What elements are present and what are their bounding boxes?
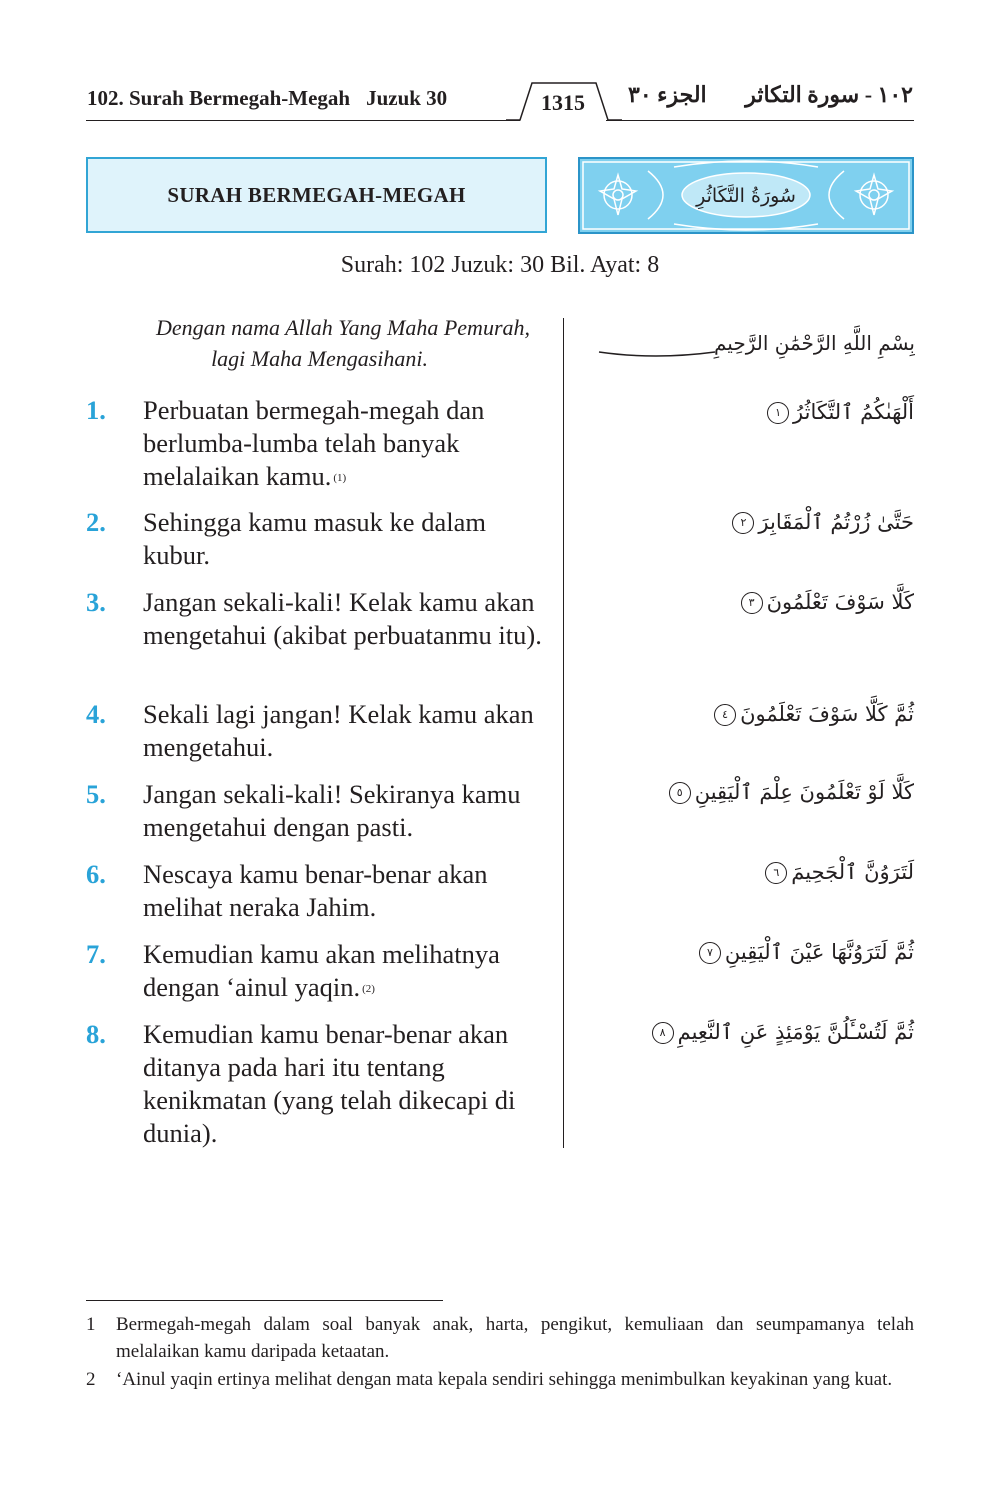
verse-translation: Kemudian kamu akan melihatnya dengan ‘ainul yaqin.	[143, 939, 500, 1002]
footnote-number: 1	[86, 1314, 96, 1335]
bismillah-arabic-text: بِسْمِ اللَّهِ الرَّحْمَٰنِ الرَّحِيمِ	[713, 331, 915, 355]
ayah-marker-icon: ١	[767, 402, 789, 424]
ayah-marker-icon: ٢	[732, 512, 754, 534]
verse-8	[86, 1018, 556, 1150]
footnote-text: ‘Ainul yaqin ertinya melihat dengan mata kepala sendiri sehingga menimbulkan keyakinan yang kuat.	[116, 1369, 893, 1390]
ayah-marker-icon: ٧	[699, 942, 721, 964]
verse-7-arabic	[699, 940, 914, 964]
footnote-number: 2	[86, 1369, 96, 1390]
verse-5	[86, 778, 556, 844]
verse-4	[86, 698, 556, 764]
ayah-marker-icon: ٨	[652, 1022, 674, 1044]
ayah-marker-icon: ٦	[765, 862, 787, 884]
verse-number: 5.	[86, 779, 106, 809]
verse-2	[86, 506, 556, 572]
arabic-ayah: كَلَّا لَوْ تَعْلَمُونَ عِلْمَ ٱلْيَقِينِ	[694, 780, 914, 804]
header-rule-left	[86, 120, 520, 121]
arabic-ayah: لَتَرَوُنَّ ٱلْجَحِيمَ	[791, 860, 914, 884]
page-number: 1315	[541, 90, 585, 115]
arabic-surah-header: ١٠٢ - سورة التكاثر	[745, 82, 913, 107]
arabic-ayah: ثُمَّ لَتَرَوُنَّهَا عَيْنَ ٱلْيَقِينِ	[724, 940, 914, 964]
verse-number: 6.	[86, 859, 106, 889]
footnote-ref: (1)	[333, 472, 347, 484]
verse-translation: Sekali lagi jangan! Kelak kamu akan mengetahui.	[143, 699, 534, 762]
surah-meta: Surah: 102 Juzuk: 30 Bil. Ayat: 8	[340, 252, 660, 278]
column-divider	[563, 318, 564, 1148]
verse-1	[86, 394, 556, 493]
surah-title-header: 102. Surah Bermegah-Megah	[87, 86, 351, 110]
verse-5-arabic	[669, 780, 914, 804]
verse-translation: Sehingga kamu masuk ke dalam kubur.	[143, 507, 486, 570]
surah-title-box	[86, 157, 547, 233]
footnote-2	[86, 1366, 914, 1393]
arabic-title-ornament	[578, 157, 914, 234]
running-header-left	[87, 86, 447, 111]
ayah-marker-icon: ٥	[669, 782, 691, 804]
verse-8-arabic	[652, 1020, 914, 1044]
verse-text	[143, 394, 556, 493]
verse-number: 4.	[86, 699, 106, 729]
footnote-1	[86, 1311, 914, 1365]
verse-translation: Jangan sekali-kali! Sekiranya kamu mengetahui dengan pasti.	[143, 779, 521, 842]
verse-4-arabic	[714, 702, 914, 726]
verse-1-arabic	[767, 400, 914, 424]
verse-3-arabic	[741, 590, 914, 614]
bismillah-line-2: lagi Maha Mengasihani.	[211, 346, 428, 371]
verse-number: 2.	[86, 507, 106, 537]
surah-title: SURAH BERMEGAH-MEGAH	[167, 182, 466, 207]
verse-text	[143, 938, 556, 1004]
verse-6-arabic	[765, 860, 914, 884]
verse-number: 8.	[86, 1019, 106, 1049]
arabic-ayah: كَلَّا سَوْفَ تَعْلَمُونَ	[766, 590, 914, 614]
ayah-marker-icon: ٣	[741, 592, 763, 614]
arabic-juz-header: الجزء ٣٠	[628, 82, 707, 107]
bismillah-arabic	[595, 320, 915, 366]
verse-7	[86, 938, 556, 1004]
footnote-text: Bermegah-megah dalam soal banyak anak, harta, pengikut, kemuliaan dan seumpamanya telah melalaikan kamu daripada ketaatan.	[116, 1314, 914, 1362]
arabic-ayah: أَلْهَىٰكُمُ ٱلتَّكَاثُرُ	[793, 400, 914, 424]
verse-number: 7.	[86, 939, 106, 969]
footnote-rule	[86, 1300, 443, 1301]
arabic-ayah: ثُمَّ لَتُسْـَٔلُنَّ يَوْمَئِذٍ عَنِ ٱلنَّعِيمِ	[677, 1020, 914, 1044]
arabic-title: سُورَةُ التَّكَاثُرِ	[696, 185, 796, 207]
footnote-ref: (2)	[362, 983, 375, 995]
verse-number: 3.	[86, 587, 106, 617]
bismillah-line-1: Dengan nama Allah Yang Maha Pemurah,	[156, 315, 530, 340]
bismillah-translation	[100, 312, 530, 374]
juz-label-header: Juzuk 30	[366, 86, 448, 110]
verse-2-arabic	[732, 510, 914, 534]
verse-translation: Perbuatan bermegah-megah dan berlumba-lumba telah banyak melalaikan kamu.	[143, 395, 485, 491]
arabic-ayah: حَتَّىٰ زُرْتُمُ ٱلْمَقَابِرَ	[758, 510, 914, 534]
header-rule-right	[606, 120, 914, 121]
verse-translation: Jangan sekali-kali! Kelak kamu akan mengetahui (akibat perbuatanmu itu).	[143, 587, 542, 650]
ayah-marker-icon: ٤	[714, 704, 736, 726]
verse-3	[86, 586, 556, 652]
verse-translation: Kemudian kamu benar-benar akan ditanya pada hari itu tentang kenikmatan (yang telah dikecapi di dunia).	[143, 1019, 516, 1148]
verse-number: 1.	[86, 395, 106, 425]
verse-6	[86, 858, 556, 924]
arabic-ayah: ثُمَّ كَلَّا سَوْفَ تَعْلَمُونَ	[740, 702, 914, 726]
verse-translation: Nescaya kamu benar-benar akan melihat neraka Jahim.	[143, 859, 488, 922]
